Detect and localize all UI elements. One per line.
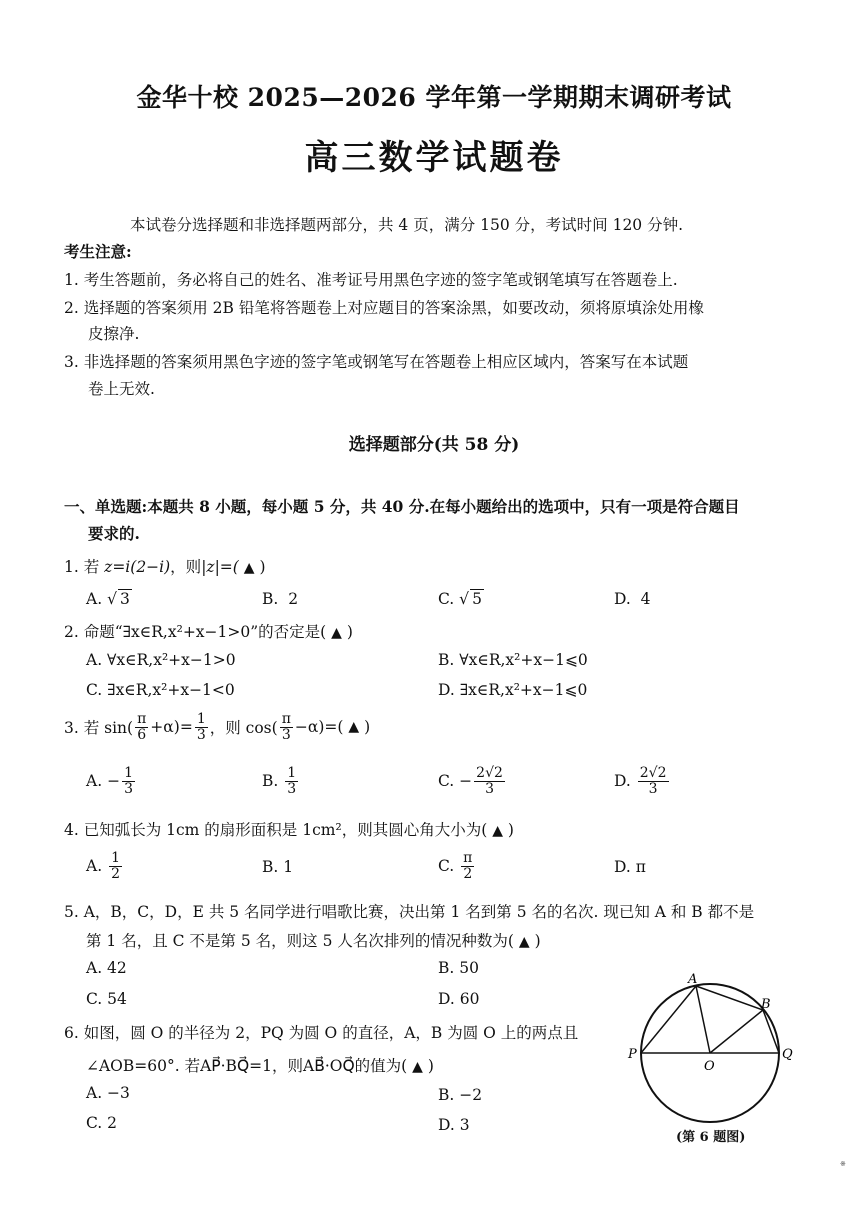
q3-mid: ，则 cos( <box>209 719 278 738</box>
answer-triangle-icon: ▲ <box>348 719 360 736</box>
q3-minus-alpha: −α <box>294 718 319 737</box>
notice-item-2: 2. 选择题的答案须用 2B 铅笔将答题卷上对应题目的答案涂黑，如要改动，须将原填涂处用橡 <box>64 299 704 317</box>
q2-option-b: B. ∀x∈R,x²+x−1⩽0 <box>438 651 588 669</box>
q3-prefix: 3. 若 sin( <box>64 719 134 738</box>
label-o: O <box>704 1059 715 1074</box>
q4-option-b: B. 1 <box>262 858 294 876</box>
question-6-line-1: 6. 如图，圆 O 的半径为 2，PQ 为圆 O 的直径，A，B 为圆 O 上的两点且 <box>64 1024 579 1042</box>
answer-triangle-icon: ▲ <box>331 625 342 641</box>
frac-den: 2 <box>463 865 473 882</box>
q5-option-b: B. 50 <box>438 959 479 977</box>
paper-subtitle: 高三数学试题卷 <box>304 138 564 178</box>
frac-num: π <box>463 850 473 866</box>
option-label: D. <box>614 590 631 608</box>
q1-expr: z=i(2−i) <box>104 558 171 576</box>
intro-text: 本试卷分选择题和非选择题两部分，共 4 页，满分 150 分，考试时间 120 分钟. <box>130 216 684 234</box>
frac-den: 3 <box>196 726 206 743</box>
q6-option-a: A. −3 <box>86 1084 130 1102</box>
corner-logo: ※ <box>840 1160 846 1168</box>
q5-option-a: A. 42 <box>86 959 127 977</box>
q2-stem: 2. 命题“∃x∈R,x²+x−1>0”的否定是( <box>64 623 327 641</box>
q3-option-b <box>262 766 300 796</box>
q1-b-value: 2 <box>288 590 299 608</box>
q3-frac-pi-6 <box>135 712 148 742</box>
q6-option-d: D. 3 <box>438 1116 470 1134</box>
q6-end: ) <box>427 1057 434 1075</box>
frac-den: 6 <box>137 726 147 743</box>
frac-den: 3 <box>485 780 494 797</box>
frac-den: 3 <box>281 726 291 743</box>
q1-mid: ，则 <box>170 558 202 576</box>
question-5-line-2 <box>86 929 541 951</box>
q6-option-b: B. −2 <box>438 1086 483 1104</box>
q1-prefix: 1. 若 <box>64 558 100 576</box>
frac-den: 3 <box>287 780 297 797</box>
frac-den: 3 <box>648 780 658 797</box>
section-instruction: 一、单选题:本题共 8 小题，每小题 5 分，共 40 分.在每小题给出的选项中，只有一项是符合题目 <box>64 497 740 516</box>
frac-den: 3 <box>124 780 133 797</box>
q3-eq: )= <box>173 718 193 737</box>
q2-end: ) <box>346 623 353 641</box>
minus-sign: − <box>459 772 473 791</box>
notice-item-3: 3. 非选择题的答案须用黑色字迹的签字笔或钢笔写在答题卷上相应区域内，答案写在本试题 <box>64 353 689 371</box>
q3-plus-alpha: +α <box>150 718 174 737</box>
q3-c-frac <box>474 766 505 796</box>
q6-option-c: C. 2 <box>86 1114 118 1132</box>
q5-option-d: D. 60 <box>438 990 480 1008</box>
q2-option-d: D. ∃x∈R,x²+x−1⩽0 <box>438 681 588 699</box>
question-5-line-1: 5. A，B，C，D，E 共 5 名同学进行唱歌比赛，决出第 1 名到第 5 名的名次. 现已知 A 和 B 都不是 <box>64 903 755 921</box>
q1-d-value: 4 <box>640 590 651 608</box>
answer-triangle-icon: ▲ <box>518 934 530 950</box>
frac-den: 2 <box>111 865 120 882</box>
q2-option-c: C. ∃x∈R,x²+x−1<0 <box>86 681 235 699</box>
q1-abs: |z|=( <box>201 558 239 576</box>
minus-sign: − <box>107 772 121 791</box>
q3-end: )=( <box>318 718 344 737</box>
q4-c-frac <box>461 851 474 881</box>
section-instruction-cont: 要求的. <box>88 524 140 543</box>
sqrt-icon: √ <box>459 590 470 608</box>
label-q: Q <box>782 1047 793 1062</box>
q1-c-value: 5 <box>472 590 482 608</box>
question-2 <box>64 620 353 642</box>
q1-option-a <box>86 590 132 608</box>
answer-triangle-icon: ▲ <box>492 823 503 839</box>
circle-diagram <box>620 972 800 1132</box>
option-label: B. <box>262 590 279 608</box>
q4-a-frac <box>109 851 122 881</box>
label-b: B <box>761 997 771 1012</box>
option-label: C. <box>438 590 455 608</box>
q4-option-a <box>86 851 124 881</box>
q5-option-c: C. 54 <box>86 990 127 1008</box>
option-label: D. <box>614 772 631 791</box>
q4-end: ) <box>507 821 514 839</box>
q5-end: ) <box>534 932 541 950</box>
frac-num: 2√2 <box>476 765 503 781</box>
option-label: B. <box>262 772 279 791</box>
q3-close: ) <box>364 718 371 737</box>
option-label: C. <box>438 857 455 876</box>
option-label: A. <box>86 857 103 876</box>
notice-item-3-cont: 卷上无效. <box>88 380 155 398</box>
frac-num: 1 <box>196 711 206 727</box>
question-6-line-2 <box>86 1054 434 1076</box>
exam-title: 金华十校 2025—2026 学年第一学期期末调研考试 <box>136 83 732 112</box>
q4-stem: 4. 已知弧长为 1cm 的扇形面积是 1cm²，则其圆心角大小为( <box>64 821 488 839</box>
sqrt-icon: √ <box>107 590 117 608</box>
frac-num: 2√2 <box>639 765 667 781</box>
frac-num: π <box>281 711 291 727</box>
q3-option-a <box>86 766 137 796</box>
segment-bo <box>710 1010 763 1053</box>
q3-frac-1-3 <box>195 712 208 742</box>
q1-option-d <box>614 590 651 608</box>
q1-option-b <box>262 590 298 608</box>
option-label: A. <box>86 590 103 608</box>
q4-option-c <box>438 851 476 881</box>
segment-ao <box>696 986 710 1053</box>
frac-num: 1 <box>124 765 133 781</box>
q1-end: ) <box>259 558 266 576</box>
q3-option-c <box>438 766 507 796</box>
frac-num: 1 <box>111 850 120 866</box>
notice-item-1: 1. 考生答题前，务必将自己的姓名、准考证号用黑色字迹的签字笔或钢笔填写在答题卷上. <box>64 271 678 289</box>
q3-d-frac <box>638 766 669 796</box>
q3-option-d <box>614 766 671 796</box>
question-3 <box>64 712 370 742</box>
notice-heading: 考生注意: <box>64 242 132 261</box>
label-a: A <box>688 972 698 987</box>
figure-caption: (第 6 题图) <box>676 1130 746 1145</box>
q3-a-frac <box>122 766 135 796</box>
answer-triangle-icon: ▲ <box>243 560 255 576</box>
label-p: P <box>628 1047 637 1062</box>
q2-option-a: A. ∀x∈R,x²+x−1>0 <box>86 651 236 669</box>
option-label: C. <box>438 772 455 791</box>
q1-a-value: 3 <box>119 590 130 608</box>
q5-stem: 第 1 名，且 C 不是第 5 名，则这 5 人名次排列的情况种数为( <box>86 932 514 950</box>
section-title: 选择题部分(共 58 分) <box>348 435 520 455</box>
question-1 <box>64 555 266 577</box>
answer-triangle-icon: ▲ <box>412 1059 423 1075</box>
q3-frac-pi-3 <box>280 712 293 742</box>
question-4 <box>64 818 514 840</box>
option-label: A. <box>86 772 103 791</box>
q1-option-c <box>438 590 484 608</box>
frac-num: 1 <box>287 765 297 781</box>
frac-num: π <box>137 711 147 727</box>
q3-b-frac <box>285 766 298 796</box>
notice-item-2-cont: 皮擦净. <box>88 325 140 343</box>
q4-option-d: D. π <box>614 858 646 876</box>
q6-stem: ∠AOB=60°. 若AP⃗·BQ⃗=1，则AB⃗·OQ⃗的值为( <box>86 1057 408 1075</box>
